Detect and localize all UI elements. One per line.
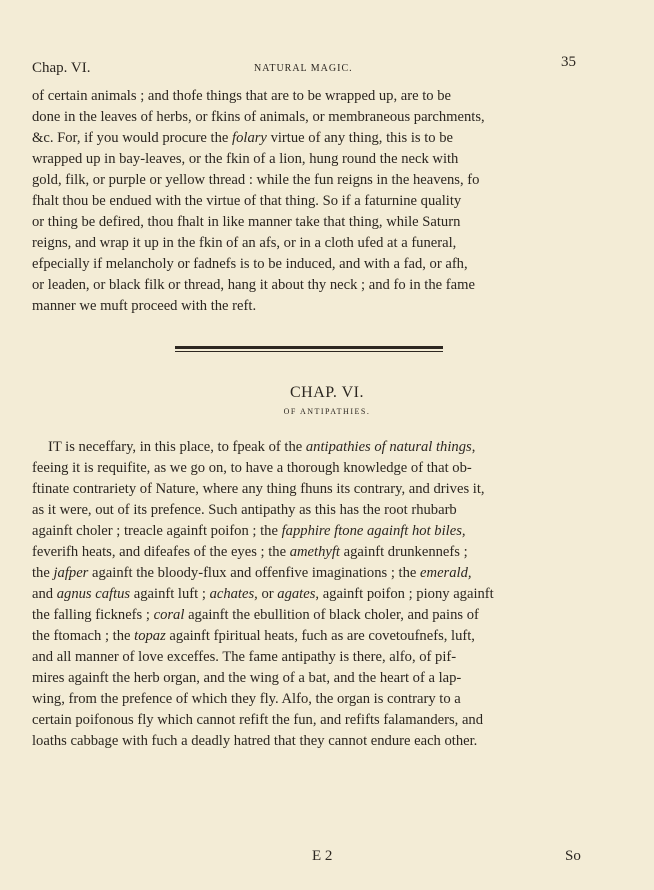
chapter-title: CHAP. VI. <box>290 384 364 401</box>
italic-term: folary <box>232 130 267 146</box>
text-span: againft luft ; <box>133 586 206 602</box>
header-running-title: NATURAL MAGIC. <box>254 63 353 74</box>
text-line: or thing be defired, thou fhalt in like manner take that thing, while Saturn <box>32 214 461 230</box>
divider-thin-line <box>175 351 443 352</box>
text-line: certain poifonous fly which cannot refift the fun, and refifts falamanders, and <box>32 712 484 728</box>
running-header <box>32 54 576 84</box>
text-line: wing, from the prefence of which they fly. Alfo, the organ is contrary to a <box>32 691 461 707</box>
text-line: ftinate contrariety of Nature, where any thing fhuns its contrary, and drives it, <box>32 481 485 497</box>
italic-term: antipathies of natural things <box>305 439 472 455</box>
italic-term: coral <box>153 607 185 623</box>
text-line <box>32 128 453 148</box>
text-line: loaths cabbage with fuch a deadly hatred that they cannot endure each other. <box>32 733 478 749</box>
text-span: and <box>32 586 54 602</box>
text-line: manner we muft proceed with the reft. <box>32 298 257 314</box>
text-line <box>32 542 468 562</box>
italic-term: agnus caftus <box>56 586 131 602</box>
text-line: mires againft the herb organ, and the wing of a bat, and the heart of a lap- <box>32 670 462 686</box>
text-line: and all manner of love exceffes. The fame antipathy is there, alfo, of pif- <box>32 649 457 665</box>
signature-mark: E 2 <box>312 848 333 864</box>
text-line <box>32 605 479 625</box>
text-span: , <box>471 439 476 455</box>
catchword: So <box>565 848 581 864</box>
section-divider <box>175 346 443 352</box>
italic-term: topaz <box>134 628 166 644</box>
text-span: IT is neceffary, in this place, to fpeak of the <box>48 439 303 455</box>
text-line: as it were, out of its prefence. Such antipathy as this has the root rhubarb <box>32 502 457 518</box>
divider-thick-line <box>175 346 443 349</box>
text-line: or leaden, or black filk or thread, hang it about thy neck ; and fo in the fame <box>32 277 475 293</box>
text-span: &c. For, if you would procure the <box>32 130 229 146</box>
italic-term: fapphire ftone againft hot biles, <box>281 523 466 539</box>
text-span: againft the ebullition of black choler, and pains of <box>188 607 479 623</box>
text-line: fhalt thou be endued with the virtue of that thing. So if a faturnine quality <box>32 193 462 209</box>
text-line: feeing it is requifite, as we go on, to have a thorough knowledge of that ob- <box>32 460 472 476</box>
text-line: reigns, and wrap it up in the fkin of an afs, or in a cloth ufed at a funeral, <box>32 235 457 251</box>
text-line: gold, filk, or purple or yellow thread : while the fun reigns in the heavens, fo <box>32 172 480 188</box>
page-number: 35 <box>561 54 576 70</box>
text-span: , or <box>254 586 274 602</box>
text-line <box>32 563 472 583</box>
text-span: againft fpiritual heats, fuch as are covetoufnefs, luft, <box>169 628 475 644</box>
text-span: the ftomach ; the <box>32 628 131 644</box>
italic-term: jafper <box>53 565 89 581</box>
text-line: wrapped up in bay-leaves, or the fkin of a lion, hung round the neck with <box>32 151 459 167</box>
italic-term: amethyft <box>289 544 340 560</box>
chapter-subtitle: OF ANTIPATHIES. <box>283 407 371 416</box>
text-line: of certain animals ; and thofe things that are to be wrapped up, are to be <box>32 88 452 104</box>
header-chapter: Chap. VI. <box>32 60 91 76</box>
text-line <box>32 626 475 646</box>
text-span: , againft poifon ; piony againft <box>315 586 494 602</box>
text-span: againft choler ; treacle againft poifon ; the <box>32 523 278 539</box>
italic-term: emerald, <box>420 565 472 581</box>
text-span: feverifh heats, and difeafes of the eyes ; the <box>32 544 287 560</box>
italic-term: agates <box>277 586 316 602</box>
text-line: efpecially if melancholy or fadnefs is to be induced, and with a fad, or afh, <box>32 256 468 272</box>
text-span: the <box>32 565 50 581</box>
text-line <box>48 437 475 457</box>
text-span: againft the bloody-flux and offenfive imaginations ; the <box>92 565 417 581</box>
text-span: virtue of any thing, this is to be <box>270 130 453 146</box>
text-span: againft drunkennefs ; <box>343 544 468 560</box>
italic-term: achates <box>209 586 255 602</box>
text-line <box>32 584 494 604</box>
text-line: done in the leaves of herbs, or fkins of animals, or membraneous parchments, <box>32 109 485 125</box>
text-span: the falling ficknefs ; <box>32 607 150 623</box>
text-line <box>32 521 466 541</box>
